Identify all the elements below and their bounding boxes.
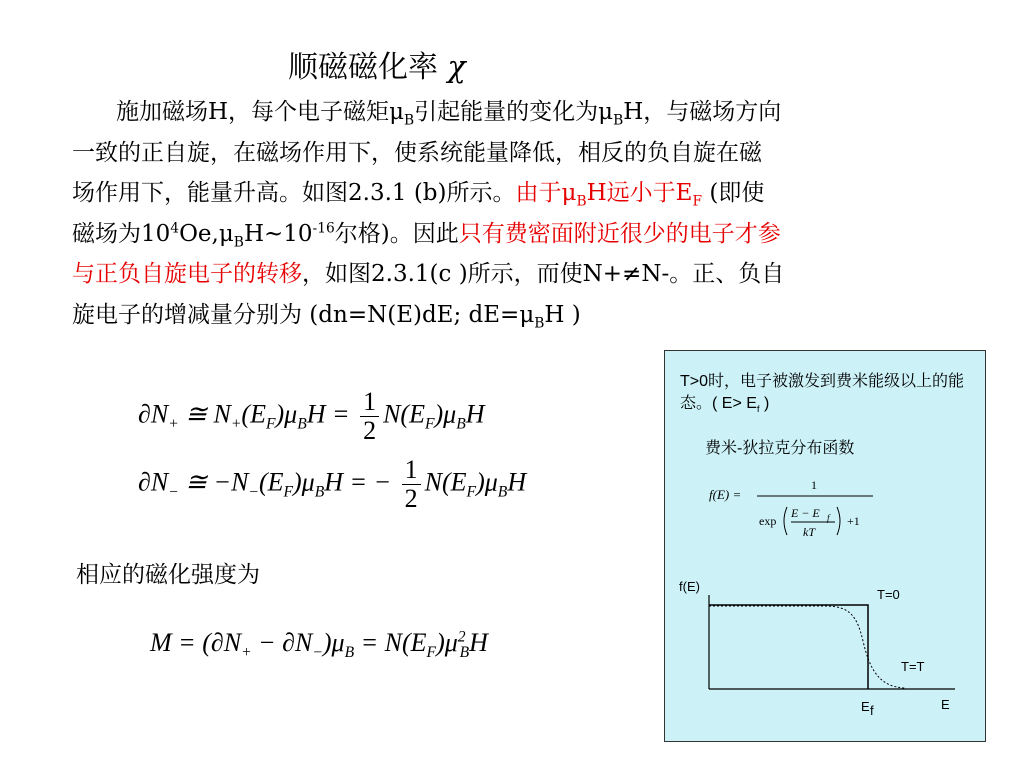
body-paragraph (72, 92, 932, 335)
equation-negative-spin (138, 456, 526, 513)
para-line-6 (72, 295, 932, 336)
text-segment: 磁场为10 (72, 220, 171, 247)
highlight-text: 与正负自旋电子的转移 (72, 261, 302, 287)
eq-sub: F (283, 483, 294, 501)
text-segment: H~10 (243, 220, 313, 247)
label-ef: E (861, 699, 870, 714)
text-segment: 一致的正自旋，在磁场作用下，使系统能量降低，相反的负自旋在磁 (72, 139, 762, 166)
eq-sub: − (248, 483, 259, 501)
label-ef-sub: f (870, 703, 874, 718)
smooth-curve-t (709, 606, 905, 688)
eq-sub: B (459, 644, 470, 662)
eq-part: ≅ N (178, 399, 231, 429)
highlight-text: H远小于E (586, 180, 693, 206)
eq-part: (E (258, 467, 284, 497)
eq-sub: B (314, 483, 325, 501)
eq-part: )μ (322, 628, 345, 657)
eq-sup: 2 (457, 628, 466, 646)
sub-f: f (756, 404, 760, 416)
eq-part: )μ (434, 399, 457, 429)
label-tt: T=T (901, 659, 925, 674)
formula-lhs: f(E) = (709, 487, 742, 502)
frac-num: 1 (360, 388, 379, 417)
inner-numerator: E − E (791, 506, 820, 520)
chi-symbol: χ (447, 50, 466, 85)
eq-sub: B (344, 644, 355, 662)
eq-part: )μ (476, 467, 498, 497)
equation-magnetization (150, 628, 488, 662)
fraction-half (402, 456, 421, 513)
eq-part: = N(E (354, 628, 427, 657)
page-title (288, 42, 466, 86)
eq-part: H = (306, 399, 357, 429)
eq-part: )μ (436, 628, 458, 657)
equation-positive-spin (138, 388, 485, 445)
text-segment: H ) (544, 301, 581, 328)
eq-part: (E (241, 399, 266, 429)
mu-symbol: μ (389, 99, 405, 125)
panel-subtitle: 费米-狄拉克分布函数 (705, 440, 855, 457)
eq-part: H (469, 628, 488, 657)
sub-b: B (404, 112, 415, 129)
text-segment: 旋电子的增减量分别为 (dn=N(E)dE; dE= (72, 301, 520, 328)
mu-symbol: μ (218, 220, 234, 247)
formula-plus-one: +1 (847, 514, 860, 528)
mu-symbol: μ (561, 180, 577, 206)
eq-sub: + (230, 415, 242, 433)
eq-part: H (465, 399, 485, 429)
eq-sub: B (297, 415, 307, 433)
superscript: 4 (170, 219, 180, 236)
eq-sub: B (497, 483, 508, 501)
eq-sub: − (312, 644, 323, 662)
formula-exp: exp (759, 514, 777, 528)
label-t0: T=0 (877, 587, 900, 602)
magnetization-label: 相应的磁化强度为 (76, 562, 260, 588)
text-segment: (即使 (702, 180, 765, 206)
inner-denominator: kT (803, 525, 815, 539)
eq-sub: F (466, 483, 477, 501)
formula-numerator: 1 (811, 478, 817, 492)
text-segment: 场作用下，能量升高。如图2.3.1 (b)所示。 (72, 180, 516, 206)
sub-b: B (576, 193, 587, 210)
eq-part: ∂N (138, 467, 169, 497)
eq-sub: B (456, 415, 466, 433)
sub-f: F (692, 193, 703, 210)
eq-part: ∂N (138, 399, 169, 429)
eq-sub: + (241, 644, 252, 662)
sub-b: B (233, 234, 244, 251)
superscript: -16 (312, 219, 335, 236)
para-line-2 (72, 133, 932, 174)
text-segment: 引起能量的变化为 (414, 99, 599, 125)
plot-xlabel: E (941, 697, 950, 712)
para-line-3 (72, 173, 932, 214)
plot-ylabel: f(E) (679, 579, 700, 594)
eq-sub: − (168, 483, 179, 501)
eq-part: )μ (275, 399, 298, 429)
text-segment: Oe, (179, 220, 219, 247)
text-segment: 施加磁场H，每个电子磁矩 (116, 99, 390, 125)
eq-part: )μ (293, 467, 315, 497)
eq-sub: + (168, 415, 179, 433)
frac-den: 2 (363, 416, 377, 445)
sub-b: B (613, 112, 624, 129)
panel-text: ) (759, 395, 770, 412)
inner-sub: f (827, 513, 830, 523)
eq-sub: F (426, 644, 437, 662)
para-line-4 (72, 214, 932, 255)
eq-part: H = − (324, 467, 392, 497)
eq-part: ≅ −N (178, 467, 249, 497)
eq-part: − ∂N (251, 628, 313, 657)
highlight-text: 只有费密面附近很少的电子才参 (458, 220, 781, 247)
frac-den: 2 (404, 484, 418, 513)
frac-num: 1 (402, 456, 421, 485)
fraction-half (360, 388, 379, 445)
eq-part: M = (∂N (150, 628, 242, 657)
step-curve-t0 (709, 605, 868, 689)
mu-symbol: μ (519, 301, 535, 328)
highlight-text: 由于 (515, 180, 562, 206)
text-segment: H，与磁场方向 (623, 99, 782, 125)
eq-sub: F (424, 415, 435, 433)
sub-b: B (534, 315, 545, 332)
para-line-1 (72, 92, 932, 133)
mu-symbol: μ (598, 99, 614, 125)
eq-part: N(E (424, 467, 467, 497)
eq-part: N(E (383, 399, 425, 429)
text-segment: ，如图2.3.1(c )所示，而使N+≠N-。正、负自 (302, 261, 785, 287)
eq-part: H (507, 467, 527, 497)
text-segment: 尔格)。因此 (334, 220, 459, 247)
title-text: 顺磁磁化率 (288, 50, 438, 85)
eq-sub: F (265, 415, 276, 433)
panel-text: T>0时，电子被激发到费米能级以上的能态。( E> E (680, 373, 965, 412)
para-line-5 (72, 254, 932, 295)
fermi-plot (665, 351, 987, 743)
fermi-dirac-panel (664, 350, 986, 742)
